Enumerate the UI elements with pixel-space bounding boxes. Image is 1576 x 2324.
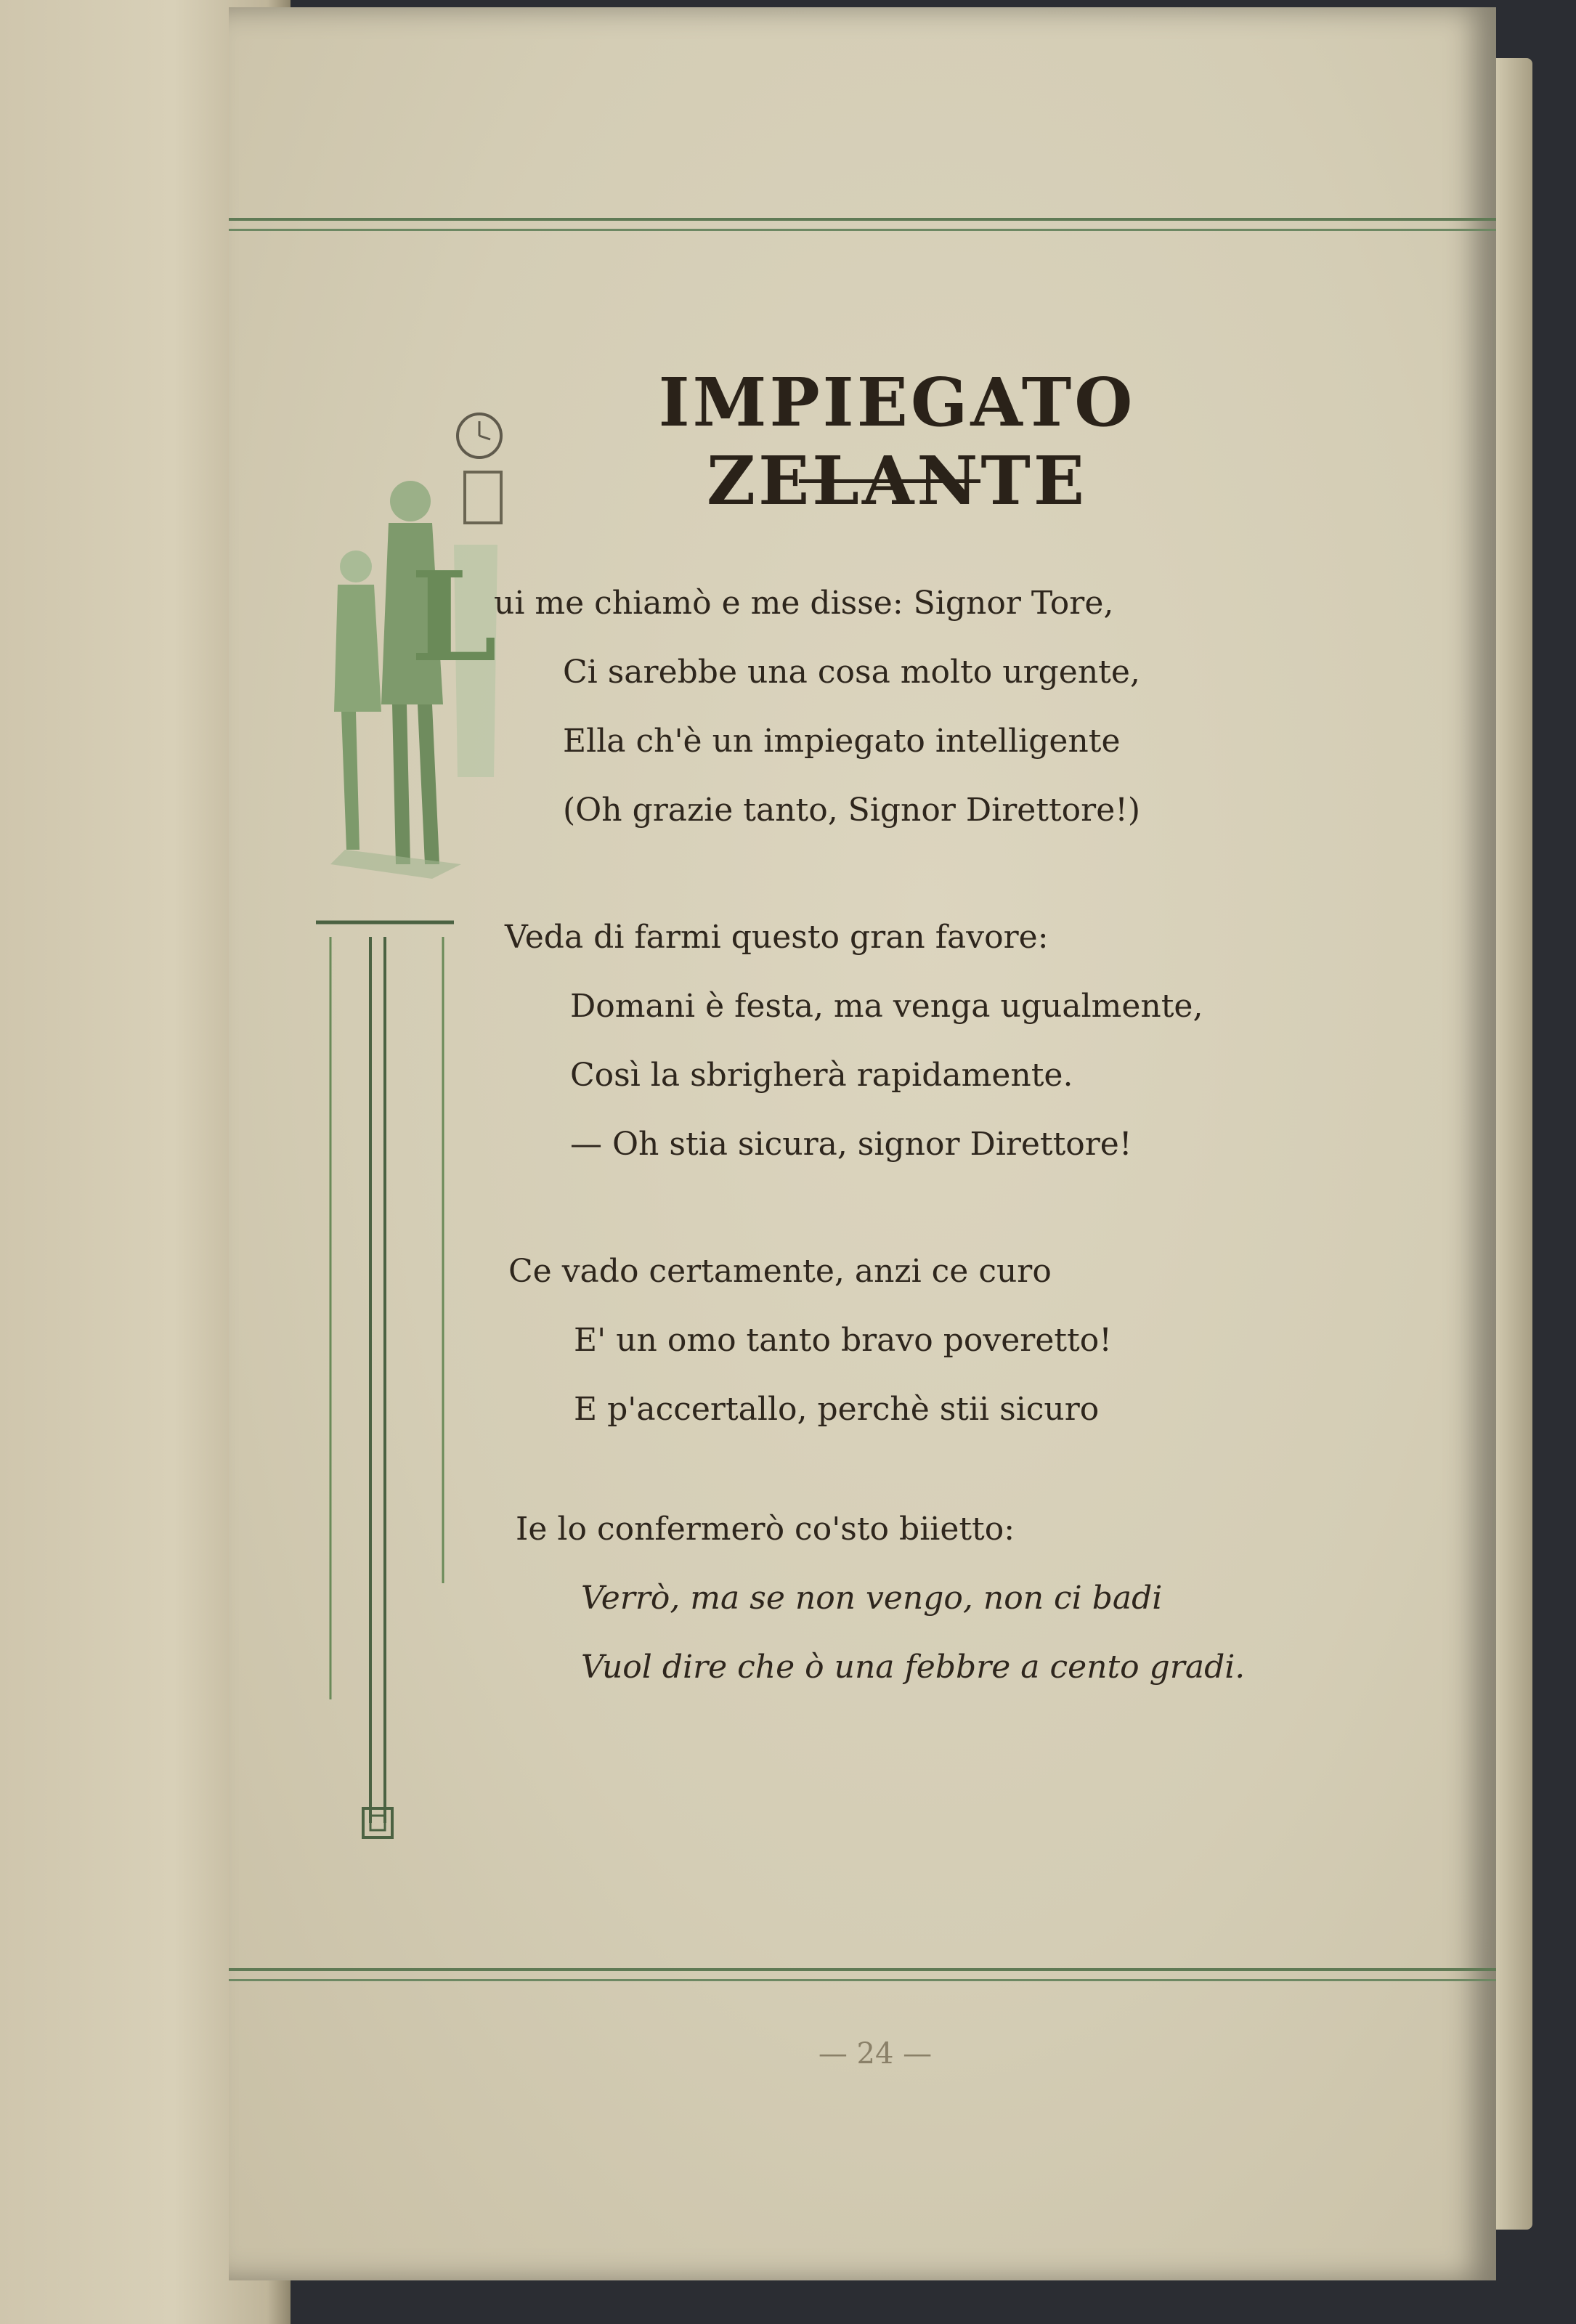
poem-title: IMPIEGATO ZELANTE — [658, 363, 1136, 520]
stanza-4-line-3: Vuol dire che ò una febbre a cento gradi. — [581, 1649, 1246, 1686]
stanza-1-line-2: Ci sarebbe una cosa molto urgente, — [563, 654, 1140, 691]
stanza-2-line-2: Domani è festa, ma venga ugualmente, — [570, 988, 1203, 1025]
stanza-2-line-3: Così la sbrigherà rapidamente. — [570, 1057, 1073, 1094]
stanza-1-line-4: (Oh grazie tanto, Signor Direttore!) — [563, 792, 1141, 829]
column-ornament — [316, 915, 476, 1859]
page-number: — 24 — — [818, 2037, 933, 2071]
stanza-1-line-1: ui me chiamò e me disse: Signor Tore, — [494, 585, 1114, 622]
top-rule — [229, 218, 1496, 221]
bottom-rule-thin — [229, 1979, 1496, 1981]
book-page — [229, 7, 1496, 2280]
stanza-4-line-1: Ie lo confermerò co'sto biietto: — [516, 1511, 1015, 1548]
drop-cap-letter: L — [410, 545, 497, 690]
stanza-4-line-2: Verrò, ma se non vengo, non ci badi — [581, 1580, 1163, 1617]
bottom-rule — [229, 1968, 1496, 1971]
top-rule-thin — [229, 229, 1496, 231]
stanza-3-line-3: E p'accertallo, perchè stii sicuro — [574, 1391, 1100, 1428]
stanza-2-line-4: — Oh stia sicura, signor Direttore! — [570, 1126, 1132, 1163]
stanza-2-line-1: Veda di farmi questo gran favore: — [505, 919, 1049, 956]
stanza-3-line-2: E' un omo tanto bravo poveretto! — [574, 1322, 1112, 1359]
stanza-3-line-1: Ce vado certamente, anzi ce curo — [508, 1253, 1052, 1290]
stanza-1-line-3: Ella ch'è un impiegato intelligente — [563, 723, 1121, 760]
title-underline — [799, 479, 980, 483]
